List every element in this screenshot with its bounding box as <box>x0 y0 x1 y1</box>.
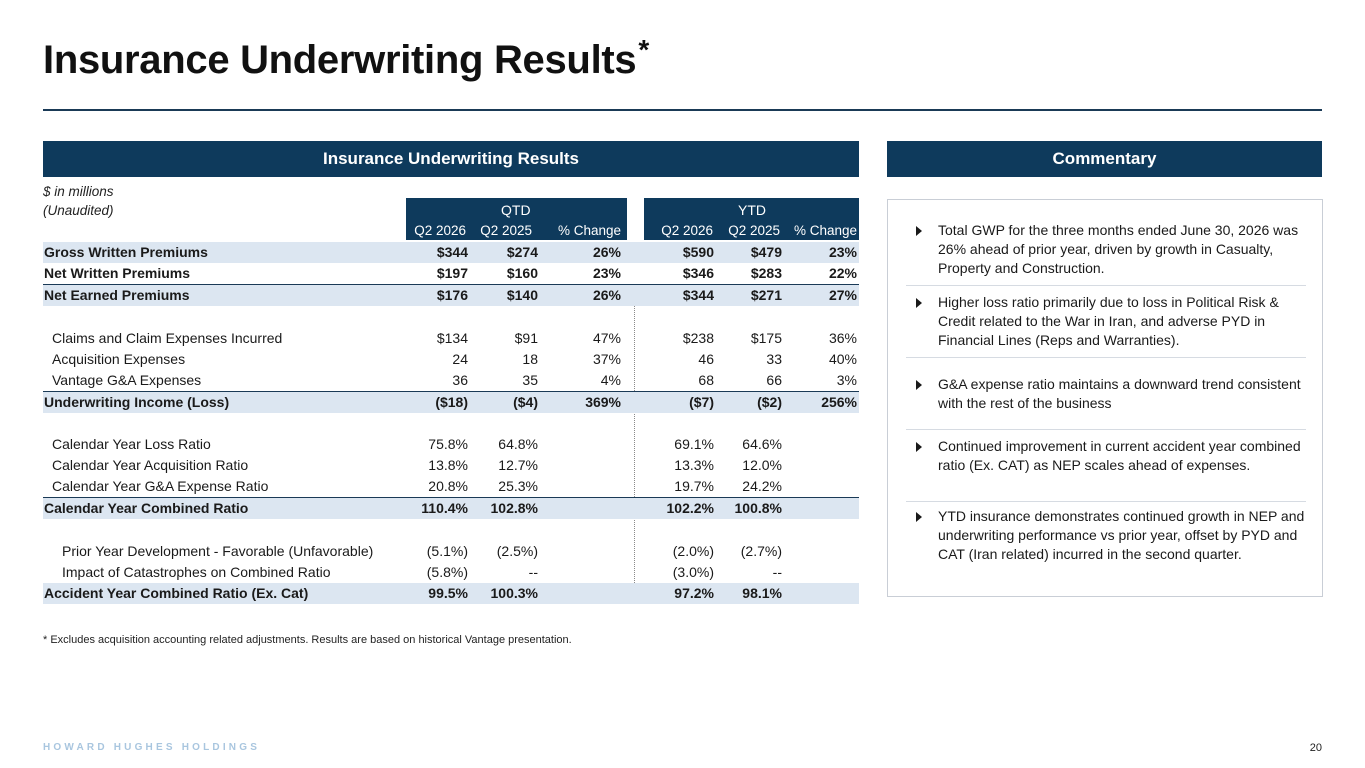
column-header: Q2 2025 <box>480 223 532 238</box>
cell-value: 68 <box>698 372 714 388</box>
cell-value: (5.1%) <box>426 543 468 559</box>
bullet-arrow-icon <box>916 512 922 522</box>
commentary-divider <box>906 429 1306 430</box>
bullet-arrow-icon <box>916 442 922 452</box>
cell-value: 20.8% <box>428 478 468 494</box>
column-header: % Change <box>557 223 621 238</box>
footnote: * Excludes acquisition accounting related adjustments. Results are based on historical Vantage presentation. <box>43 634 572 646</box>
cell-value: ($18) <box>435 394 468 410</box>
row-label: Accident Year Combined Ratio (Ex. Cat) <box>44 585 309 601</box>
cell-value: 26% <box>592 244 621 260</box>
cell-value: $175 <box>750 330 782 346</box>
commentary-section-header: Commentary <box>887 141 1322 177</box>
cell-value: 25.3% <box>498 478 538 494</box>
cell-value: 18 <box>522 351 538 367</box>
cell-value: 99.5% <box>428 585 468 601</box>
column-header: Q2 2026 <box>661 223 713 238</box>
table-row <box>43 562 859 583</box>
cell-value: $346 <box>682 265 714 281</box>
commentary-bullet <box>906 293 1306 350</box>
table-row <box>43 263 859 284</box>
cell-value: 3% <box>836 372 857 388</box>
cell-value: 19.7% <box>674 478 714 494</box>
qtd-group-label: QTD <box>501 202 531 218</box>
cell-value: -- <box>528 564 538 580</box>
bullet-arrow-icon <box>916 226 922 236</box>
title-divider <box>43 109 1322 111</box>
cell-value: 36% <box>828 330 857 346</box>
cell-value: (2.5%) <box>496 543 538 559</box>
cell-value: ($4) <box>513 394 538 410</box>
title-footnote-mark: * <box>638 34 649 65</box>
page-number: 20 <box>1309 742 1322 754</box>
cell-value: 36 <box>452 372 468 388</box>
cell-value: 47% <box>592 330 621 346</box>
cell-value: $590 <box>682 244 714 260</box>
cell-value: 24 <box>452 351 468 367</box>
cell-value: 66 <box>766 372 782 388</box>
cell-value: 12.7% <box>498 457 538 473</box>
cell-value: $344 <box>682 287 714 303</box>
cell-value: 98.1% <box>742 585 782 601</box>
commentary-bullet <box>906 507 1306 564</box>
cell-value: 102.8% <box>490 500 538 516</box>
cell-value: 13.8% <box>428 457 468 473</box>
row-label: Net Written Premiums <box>44 265 190 281</box>
column-header: Q2 2025 <box>728 223 780 238</box>
cell-value: 40% <box>828 351 857 367</box>
cell-value: $160 <box>506 265 538 281</box>
cell-value: 22% <box>828 265 857 281</box>
cell-value: 64.8% <box>498 436 538 452</box>
row-label: Net Earned Premiums <box>44 287 190 303</box>
brand-wordmark: HOWARD HUGHES HOLDINGS <box>43 742 261 753</box>
row-label: Gross Written Premiums <box>44 244 208 260</box>
cell-value: 24.2% <box>742 478 782 494</box>
cell-value: $283 <box>750 265 782 281</box>
cell-value: $344 <box>436 244 468 260</box>
cell-value: 69.1% <box>674 436 714 452</box>
row-label: Prior Year Development - Favorable (Unfavorable) <box>62 543 374 559</box>
cell-value: $271 <box>750 287 782 303</box>
page-title-text: Insurance Underwriting Results <box>43 38 637 82</box>
cell-value: 26% <box>592 287 621 303</box>
table-row <box>43 391 859 413</box>
table-row <box>43 349 859 370</box>
commentary-text: Higher loss ratio primarily due to loss in Political Risk & Credit related to the War in Iran, and adverse PYD in Financial Lines (Reps and Warranties). <box>938 294 1279 348</box>
units-line-unaudited: (Unaudited) <box>43 203 114 218</box>
cell-value: 35 <box>522 372 538 388</box>
table-row <box>43 583 859 604</box>
table-row <box>43 242 859 263</box>
page-title <box>43 34 649 83</box>
cell-value: ($2) <box>757 394 782 410</box>
cell-value: -- <box>772 564 782 580</box>
row-label: Calendar Year Loss Ratio <box>52 436 211 452</box>
commentary-divider <box>906 501 1306 502</box>
cell-value: 110.4% <box>421 500 468 516</box>
cell-value: ($7) <box>689 394 714 410</box>
commentary-bullet <box>906 437 1306 475</box>
table-row <box>43 284 859 306</box>
table-row <box>43 434 859 455</box>
table-row <box>43 328 859 349</box>
table-row <box>43 370 859 391</box>
cell-value: 23% <box>592 265 621 281</box>
row-label: Impact of Catastrophes on Combined Ratio <box>62 564 331 580</box>
commentary-box <box>887 199 1323 597</box>
cell-value: $238 <box>682 330 714 346</box>
cell-value: (5.8%) <box>426 564 468 580</box>
cell-value: 369% <box>585 394 621 410</box>
cell-value: $274 <box>506 244 538 260</box>
table-row <box>43 541 859 562</box>
cell-value: 4% <box>600 372 621 388</box>
commentary-text: YTD insurance demonstrates continued growth in NEP and underwriting performance vs prior year, offset by PYD and CAT (Iran related) incurred in the second quarter. <box>938 508 1305 562</box>
ytd-group-label: YTD <box>738 202 766 218</box>
commentary-text: Continued improvement in current accident year combined ratio (Ex. CAT) as NEP scales ahead of expenses. <box>938 438 1301 473</box>
table-row <box>43 497 859 519</box>
row-label: Underwriting Income (Loss) <box>44 394 230 410</box>
cell-value: 64.6% <box>742 436 782 452</box>
cell-value: 75.8% <box>428 436 468 452</box>
cell-value: (2.7%) <box>740 543 782 559</box>
cell-value: 12.0% <box>742 457 782 473</box>
commentary-divider <box>906 357 1306 358</box>
units-line-currency: $ in millions <box>43 184 114 199</box>
row-label: Calendar Year Acquisition Ratio <box>52 457 249 473</box>
table-row <box>43 476 859 497</box>
column-header: Q2 2026 <box>414 223 466 238</box>
cell-value: $134 <box>436 330 468 346</box>
ytd-header-band <box>644 198 859 240</box>
cell-value: (3.0%) <box>672 564 714 580</box>
commentary-divider <box>906 285 1306 286</box>
qtd-header-band <box>406 198 627 240</box>
cell-value: $479 <box>750 244 782 260</box>
cell-value: 100.3% <box>490 585 538 601</box>
cell-value: $197 <box>436 265 468 281</box>
cell-value: 46 <box>698 351 714 367</box>
row-label: Calendar Year G&A Expense Ratio <box>52 478 269 494</box>
table-row <box>43 455 859 476</box>
cell-value: $140 <box>506 287 538 303</box>
table-section-header: Insurance Underwriting Results <box>43 141 859 177</box>
cell-value: $176 <box>436 287 468 303</box>
commentary-bullet <box>906 221 1306 278</box>
commentary-text: Total GWP for the three months ended June 30, 2026 was 26% ahead of prior year, driven by growth in Casualty, Property and Construction. <box>938 222 1299 276</box>
cell-value: 23% <box>828 244 857 260</box>
units-note <box>43 182 114 220</box>
cell-value: 27% <box>828 287 857 303</box>
cell-value: 100.8% <box>734 500 782 516</box>
bullet-arrow-icon <box>916 298 922 308</box>
cell-value: 102.2% <box>666 500 714 516</box>
commentary-bullet <box>906 375 1306 413</box>
row-label: Acquisition Expenses <box>52 351 186 367</box>
row-label: Calendar Year Combined Ratio <box>44 500 249 516</box>
column-header: % Change <box>793 223 857 238</box>
commentary-text: G&A expense ratio maintains a downward trend consistent with the rest of the business <box>938 376 1301 411</box>
cell-value: 33 <box>766 351 782 367</box>
cell-value: 256% <box>821 394 857 410</box>
cell-value: 13.3% <box>674 457 714 473</box>
bullet-arrow-icon <box>916 380 922 390</box>
row-label: Vantage G&A Expenses <box>52 372 202 388</box>
cell-value: (2.0%) <box>672 543 714 559</box>
cell-value: 37% <box>592 351 621 367</box>
cell-value: 97.2% <box>674 585 714 601</box>
cell-value: $91 <box>514 330 538 346</box>
row-label: Claims and Claim Expenses Incurred <box>52 330 283 346</box>
